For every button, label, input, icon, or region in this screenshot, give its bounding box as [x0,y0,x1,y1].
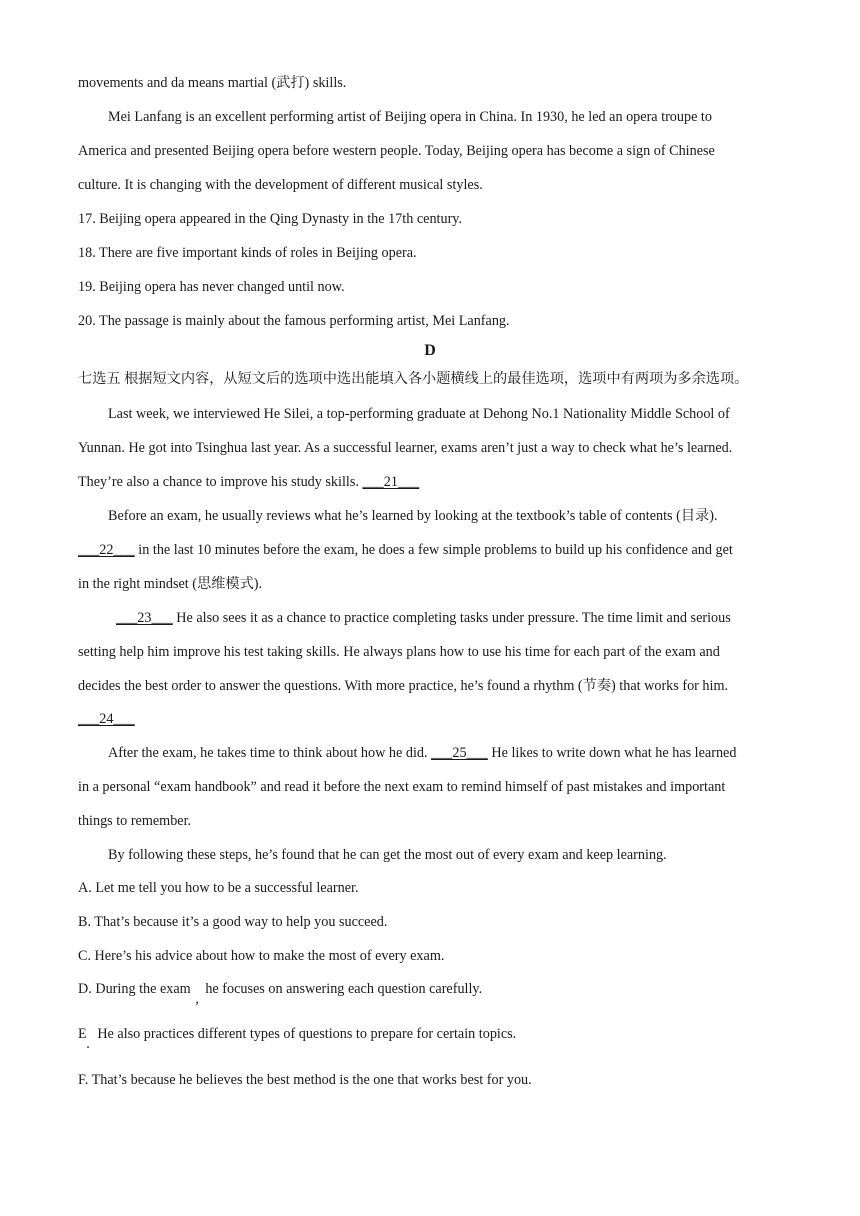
section-heading-d: D [424,342,436,359]
passage-d-text: He likes to write down what he has learned [487,745,737,761]
passage-c-paragraph-line: culture. It is changing with the development of different musical styles. [78,177,483,193]
option-a: A. Let me tell you how to be a successful learner. [78,880,359,896]
passage-c-line: movements and da means martial (武打) skills. [78,75,347,91]
passage-d-line: in the right mindset (思维模式). [78,576,263,592]
passage-d-line: Last week, we interviewed He Silei, a top-performing graduate at Dehong No.1 Nationality Middle School of [108,406,730,422]
option-e-dot: . [86,1036,90,1052]
passage-d-line: decides the best order to answer the questions. With more practice, he’s found a rhythm (节奏) that works for him. [78,678,729,694]
passage-d-line [108,743,736,763]
passage-d-line: setting help him improve his test taking skills. He always plans how to use his time for each part of the exam and [78,644,720,660]
option-c: C. Here’s his advice about how to make the most of every exam. [78,948,445,964]
question-20: 20. The passage is mainly about the famous performing artist, Mei Lanfang. [78,313,510,329]
passage-c-paragraph-line: Mei Lanfang is an excellent performing artist of Beijing opera in China. In 1930, he led an opera troupe to [108,109,712,125]
option-e-text: He also practices different types of questions to prepare for certain topics. [97,1026,517,1042]
passage-d-line [78,709,135,729]
blank-25: ___25___ [431,745,488,761]
option-f: F. That’s because he believes the best method is the one that works best for you. [78,1072,532,1088]
passage-d-text: in the last 10 minutes before the exam, he does a few simple problems to build up his confidence and get [134,542,733,558]
option-d-text: D. During the exam [78,981,191,997]
passage-d-line: things to remember. [78,813,192,829]
blank-21: ___21___ [362,474,420,490]
passage-d-line [78,540,733,560]
passage-d-line: in a personal “exam handbook” and read it before the next exam to remind himself of past mistakes and important [78,779,726,795]
question-19: 19. Beijing opera has never changed until now. [78,279,345,295]
passage-d-line [116,608,731,628]
question-17: 17. Beijing opera appeared in the Qing Dynasty in the 17th century. [78,211,463,227]
blank-22: ___22___ [78,542,135,558]
question-18: 18. There are five important kinds of roles in Beijing opera. [78,245,417,261]
passage-c-paragraph-line: America and presented Beijing opera before western people. Today, Beijing opera has become a sign of Chinese [78,143,715,159]
blank-23: ___23___ [116,610,173,626]
passage-d-line: By following these steps, he’s found that he can get the most out of every exam and keep learning. [108,847,667,863]
option-e-letter: E [78,1026,87,1042]
passage-d-text: After the exam, he takes time to think about how he did. [108,745,432,761]
passage-d-text: They’re also a chance to improve his study skills. [78,474,359,490]
option-d [78,979,483,1007]
blank-24: ___24___ [78,711,135,727]
passage-d-line [78,472,419,492]
option-b: B. That’s because it’s a good way to help you succeed. [78,914,388,930]
section-instruction: 七选五 根据短文内容，从短文后的选项中选出能填入各小题横线上的最佳选项，选项中有两项为多余选项。 [78,371,749,387]
option-d-comma: , [195,991,199,1007]
option-e [78,1024,517,1052]
passage-d-text: He also sees it as a chance to practice completing tasks under pressure. The time limit and serious [172,610,731,626]
passage-d-line: Yunnan. He got into Tsinghua last year. As a successful learner, exams aren’t just a way to check what he’s learned. [78,440,733,456]
option-d-text: he focuses on answering each question carefully. [205,981,483,997]
passage-d-line: Before an exam, he usually reviews what he’s learned by looking at the textbook’s table of contents (目录). [108,508,718,524]
